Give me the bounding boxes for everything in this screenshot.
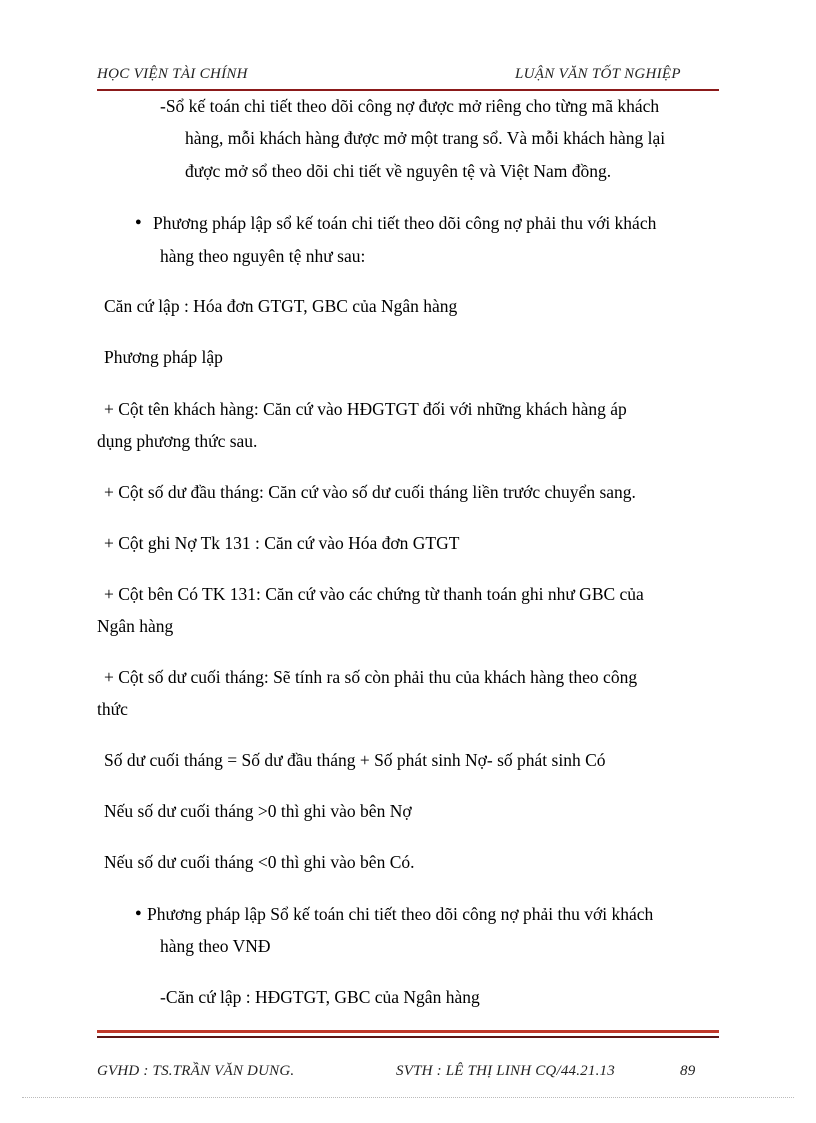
bottom-dotted-border [22, 1097, 794, 1098]
page-number: 89 [680, 1063, 696, 1079]
bullet-1-line-1: Phương pháp lập sổ kế toán chi tiết theo dõi công nợ phải thu với khách [153, 213, 657, 233]
header-right: LUẬN VĂN TỐT NGHIỆP [515, 66, 681, 82]
paragraph-1-line-2: hàng, mỗi khách hàng được mở một trang sổ. Và mỗi khách hàng lại [185, 128, 666, 148]
bullet-icon: ● [135, 907, 142, 919]
footer-rule-dark [97, 1036, 719, 1038]
paragraph-8-line-2: thức [97, 699, 128, 719]
paragraph-3: Phương pháp lập [104, 347, 223, 367]
paragraph-7-line-2: Ngân hàng [97, 616, 174, 636]
paragraph-4-line-1: + Cột tên khách hàng: Căn cứ vào HĐGTGT đối với những khách hàng áp [104, 399, 627, 419]
paragraph-11: Nếu số dư cuối tháng <0 thì ghi vào bên Có. [104, 852, 415, 872]
bullet-1-line-2: hàng theo nguyên tệ như sau: [160, 246, 366, 266]
paragraph-12: -Căn cứ lập : HĐGTGT, GBC của Ngân hàng [160, 987, 480, 1007]
footer-student: SVTH : LÊ THỊ LINH CQ/44.21.13 [396, 1063, 615, 1079]
bullet-icon: ● [135, 216, 142, 228]
bullet-2-line-2: hàng theo VNĐ [160, 936, 271, 956]
footer-advisor: GVHD : TS.TRẦN VĂN DUNG. [97, 1063, 295, 1079]
footer-rule-red [97, 1030, 719, 1033]
bullet-2-line-1: Phương pháp lập Sổ kế toán chi tiết theo dõi công nợ phải thu với khách [147, 904, 654, 924]
paragraph-10: Nếu số dư cuối tháng >0 thì ghi vào bên Nợ [104, 801, 412, 821]
header-left: HỌC VIỆN TÀI CHÍNH [97, 66, 248, 82]
paragraph-1-line-3: được mở sổ theo dõi chi tiết về nguyên tệ và Việt Nam đồng. [185, 161, 612, 181]
paragraph-8-line-1: + Cột số dư cuối tháng: Sẽ tính ra số còn phải thu của khách hàng theo công [104, 667, 638, 687]
paragraph-2: Căn cứ lập : Hóa đơn GTGT, GBC của Ngân hàng [104, 296, 458, 316]
paragraph-9: Số dư cuối tháng = Số dư đầu tháng + Số phát sinh Nợ- số phát sinh Có [104, 750, 606, 770]
paragraph-7-line-1: + Cột bên Có TK 131: Căn cứ vào các chứng từ thanh toán ghi như GBC của [104, 584, 644, 604]
paragraph-6: + Cột ghi Nợ Tk 131 : Căn cứ vào Hóa đơn GTGT [104, 533, 460, 553]
paragraph-1-line-1: -Sổ kế toán chi tiết theo dõi công nợ được mở riêng cho từng mã khách [160, 96, 660, 116]
paragraph-5: + Cột số dư đầu tháng: Căn cứ vào số dư cuối tháng liền trước chuyển sang. [104, 482, 636, 502]
paragraph-4-line-2: dụng phương thức sau. [97, 431, 258, 451]
